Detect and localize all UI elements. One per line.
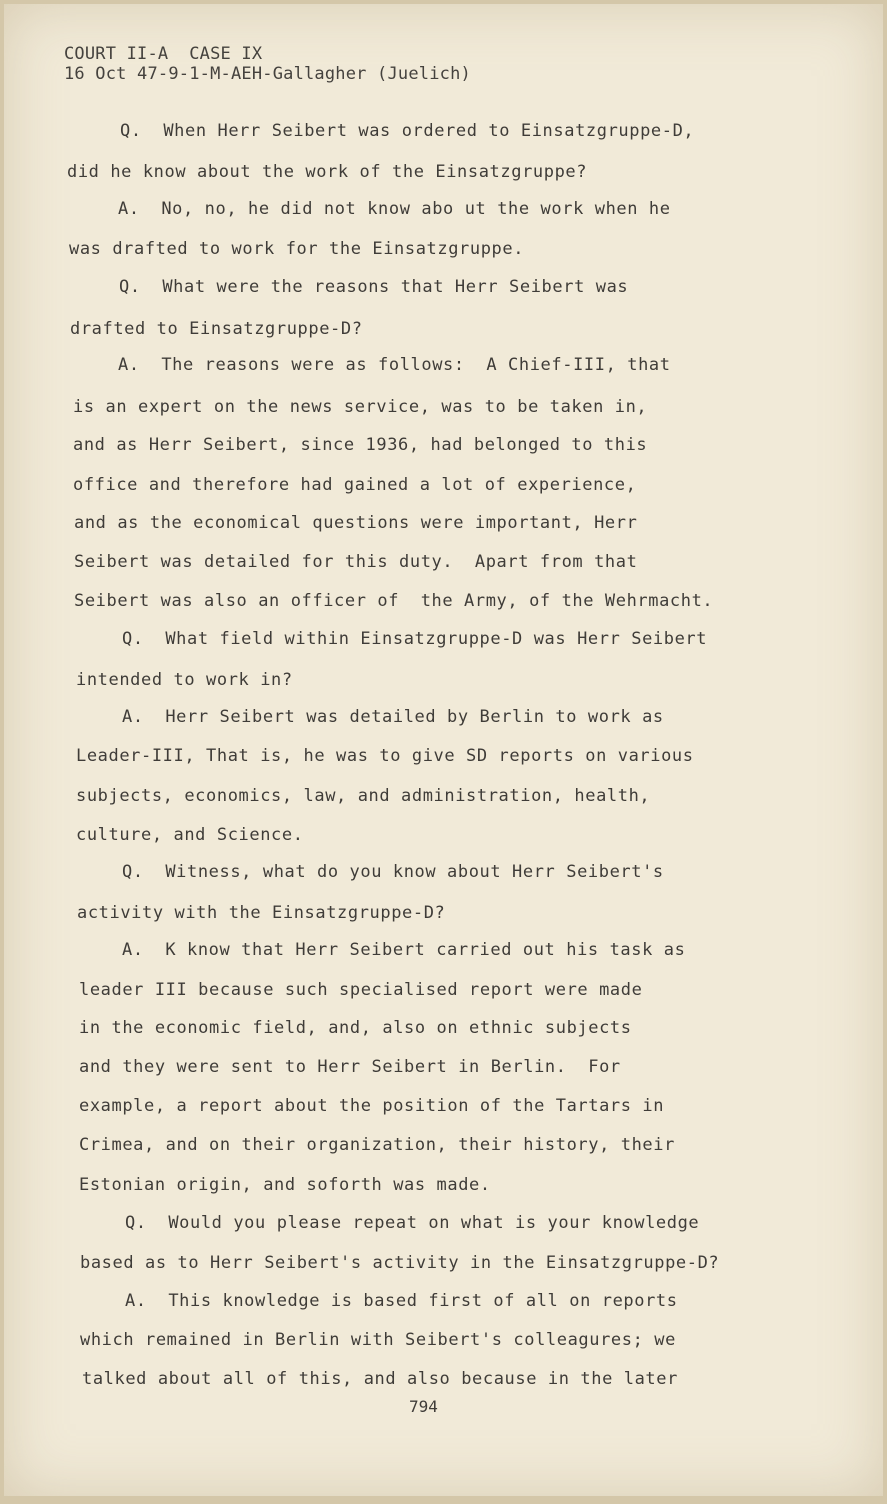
document-header bbox=[64, 44, 471, 84]
transcript-line: culture, and Science. bbox=[76, 825, 304, 845]
date-reporter-line: 16 Oct 47-9-1-M-AEH-Gallagher (Juelich) bbox=[64, 64, 471, 84]
transcript-line: is an expert on the news service, was to be taken in, bbox=[73, 397, 648, 417]
page-number: 794 bbox=[409, 1397, 438, 1416]
transcript-line: and as the economical questions were important, Herr bbox=[74, 513, 638, 533]
transcript-line: drafted to Einsatzgruppe-D? bbox=[70, 319, 363, 339]
transcript-line: Seibert was also an officer of the Army, of the Wehrmacht. bbox=[74, 591, 714, 611]
transcript-line: Estonian origin, and soforth was made. bbox=[79, 1175, 491, 1195]
transcript-line: based as to Herr Seibert's activity in the Einsatzgruppe-D? bbox=[80, 1253, 720, 1273]
transcript-line: was drafted to work for the Einsatzgruppe. bbox=[69, 239, 525, 259]
transcript-line: example, a report about the position of the Tartars in bbox=[79, 1096, 665, 1116]
transcript-line: and they were sent to Herr Seibert in Berlin. For bbox=[79, 1057, 621, 1077]
document-page bbox=[4, 4, 883, 1496]
transcript-line: leader III because such specialised report were made bbox=[79, 980, 643, 1000]
transcript-line: Crimea, and on their organization, their history, their bbox=[79, 1135, 675, 1155]
transcript-line: activity with the Einsatzgruppe-D? bbox=[77, 903, 446, 923]
transcript-line: Q. Witness, what do you know about Herr Seibert's bbox=[122, 862, 664, 882]
transcript-line: Q. What were the reasons that Herr Seibert was bbox=[119, 277, 629, 297]
case-line: COURT II-A CASE IX bbox=[64, 44, 263, 64]
transcript-line: Seibert was detailed for this duty. Apart from that bbox=[74, 552, 638, 572]
transcript-line: A. K know that Herr Seibert carried out his task as bbox=[122, 940, 686, 960]
transcript-line: subjects, economics, law, and administration, health, bbox=[76, 786, 651, 806]
transcript-line: A. No, no, he did not know abo ut the work when he bbox=[118, 199, 671, 219]
transcript-line: A. This knowledge is based first of all on reports bbox=[125, 1291, 678, 1311]
transcript-line: office and therefore had gained a lot of experience, bbox=[73, 475, 637, 495]
transcript-line: Leader-III, That is, he was to give SD reports on various bbox=[76, 746, 694, 766]
transcript-line: Q. When Herr Seibert was ordered to Einsatzgruppe-D, bbox=[120, 121, 695, 141]
transcript-line: which remained in Berlin with Seibert's colleagures; we bbox=[80, 1330, 676, 1350]
transcript-line: A. The reasons were as follows: A Chief-III, that bbox=[118, 355, 671, 375]
transcript-line: A. Herr Seibert was detailed by Berlin to work as bbox=[122, 707, 664, 727]
transcript-line: talked about all of this, and also because in the later bbox=[82, 1369, 678, 1389]
transcript-line: Q. Would you please repeat on what is your knowledge bbox=[125, 1213, 700, 1233]
transcript-line: Q. What field within Einsatzgruppe-D was Herr Seibert bbox=[122, 629, 708, 649]
transcript-line: in the economic field, and, also on ethnic subjects bbox=[79, 1018, 632, 1038]
transcript-line: did he know about the work of the Einsatzgruppe? bbox=[67, 162, 588, 182]
transcript-line: and as Herr Seibert, since 1936, had belonged to this bbox=[73, 435, 648, 455]
transcript-line: intended to work in? bbox=[76, 670, 293, 690]
